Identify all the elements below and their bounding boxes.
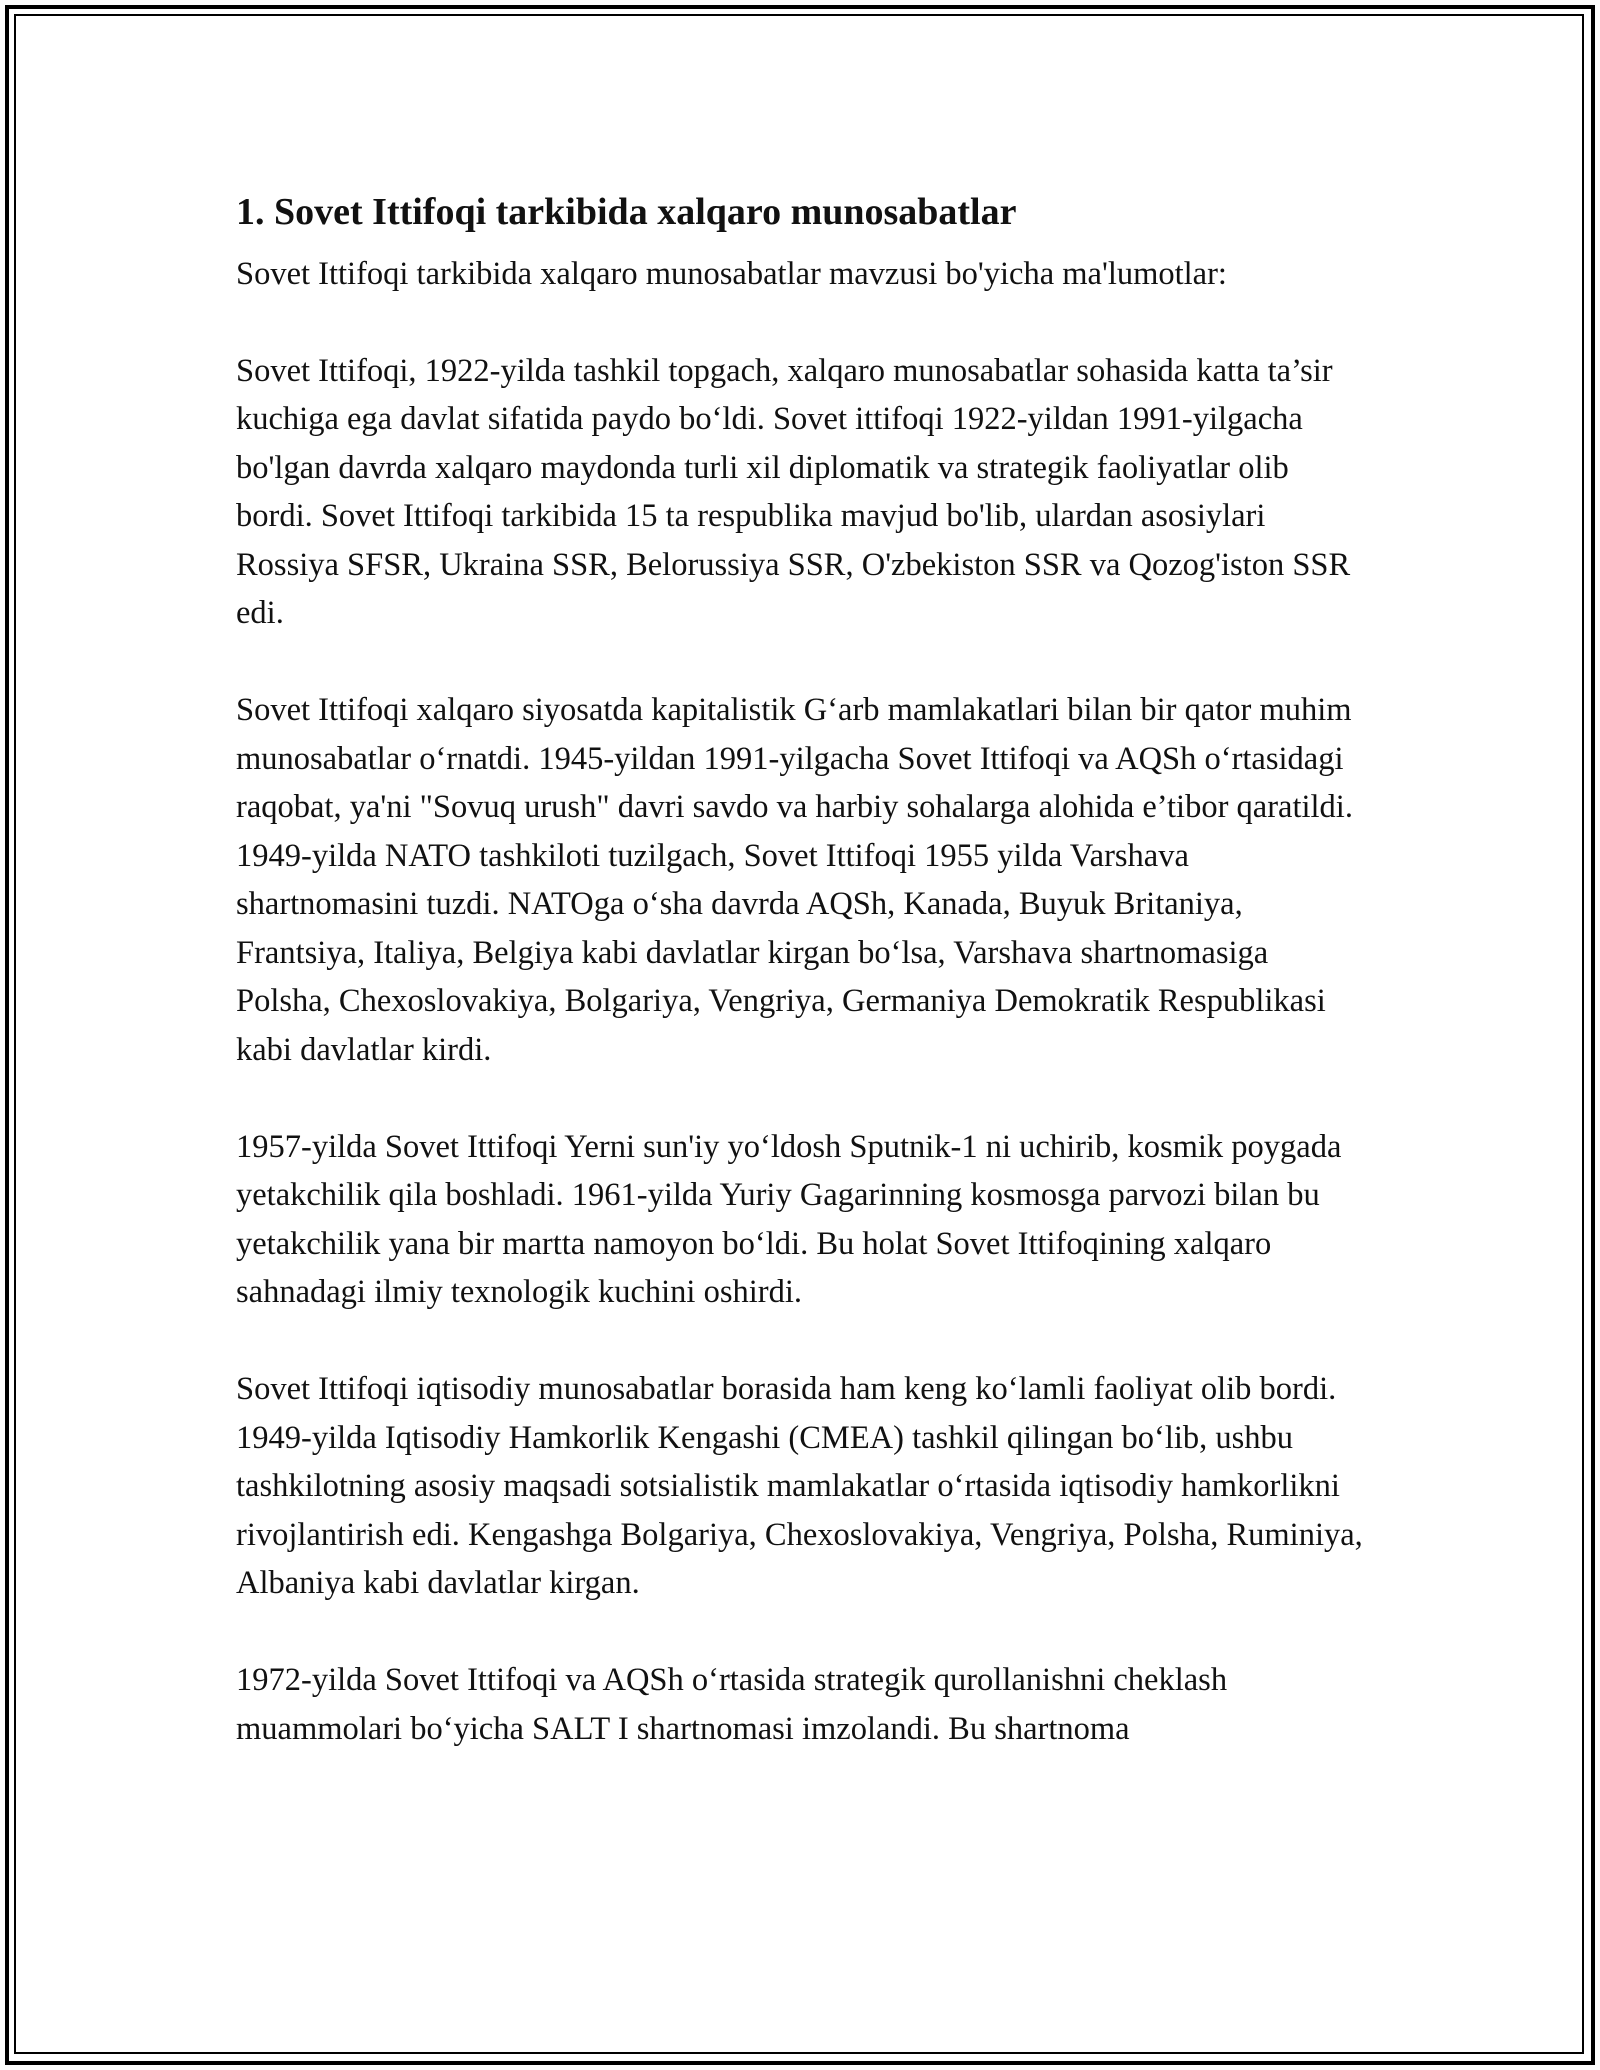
document-body (236, 188, 1366, 1802)
paragraph-formation: Sovet Ittifoqi, 1922-yilda tashkil topgach, xalqaro munosabatlar sohasida katta ta’sir kuchiga ega davlat sifatida paydo bo‘ldi. Sovet ittifoqi 1922-yildan 1991-yilgacha bo'lgan davrda xalqaro maydonda turli xil diplomatik va strategik faoliyatlar olib bordi. Sovet Ittifoqi tarkibida 15 ta respublika mavjud bo'lib, ulardan asosiylari Rossiya SFSR, Ukraina SSR, Belorussiya SSR, O'zbekiston SSR va Qozog'iston SSR edi. (236, 352, 1351, 631)
paragraph-cold-war: Sovet Ittifoqi xalqaro siyosatda kapitalistik G‘arb mamlakatlari bilan bir qator muhim munosabatlar o‘rnatdi. 1945-yildan 1991-yilgacha Sovet Ittifoqi va AQSh o‘rtasidagi raqobat, ya'ni "Sovuq urush" davri savdo va harbiy sohalarga alohida e’tibor qaratildi. 1949-yilda NATO tashkiloti tuzilgach, Sovet Ittifoqi 1955 yilda Varshava shartnomasini tuzdi. NATOga o‘sha davrda AQSh, Kanada, Buyuk Britaniya, Frantsiya, Italiya, Belgiya kabi davlatlar kirgan bo‘lsa, Varshava shartnomasiga Polsha, Chexoslovakiya, Bolgariya, Vengriya, Germaniya Demokratik Respublikasi kabi davlatlar kirdi. (236, 692, 1353, 1068)
paragraph-space-race: 1957-yilda Sovet Ittifoqi Yerni sun'iy yo‘ldosh Sputnik-1 ni uchirib, kosmik poygada yetakchilik qila boshladi. 1961-yilda Yuriy Gagarinning kosmosga parvozi bilan bu yetakchilik yana bir martta namoyon bo‘ldi. Bu holat Sovet Ittifoqining xalqaro sahnadagi ilmiy texnologik kuchini oshirdi. (236, 1128, 1342, 1310)
document-title: 1. Sovet Ittifoqi tarkibida xalqaro munosabatlar (236, 191, 1017, 233)
paragraph-salt-treaty: 1972-yilda Sovet Ittifoqi va AQSh o‘rtasida strategik qurollanishni cheklash muammolari bo‘yicha SALT I shartnomasi imzolandi. Bu shartnoma (236, 1662, 1228, 1747)
paragraph-economic-relations: Sovet Ittifoqi iqtisodiy munosabatlar borasida ham keng ko‘lamli faoliyat olib bordi. 1949-yilda Iqtisodiy Hamkorlik Kengashi (CMEA) tashkil qilingan bo‘lib, ushbu tashkilotning asosiy maqsadi sotsialistik mamlakatlar o‘rtasida iqtisodiy hamkorlikni rivojlantirish edi. Kengashga Bolgariya, Chexoslovakiya, Vengriya, Polsha, Ruminiya, Albaniya kabi davlatlar kirgan. (236, 1371, 1363, 1601)
intro-paragraph: Sovet Ittifoqi tarkibida xalqaro munosabatlar mavzusi bo'yicha ma'lumotlar: (236, 256, 1227, 292)
